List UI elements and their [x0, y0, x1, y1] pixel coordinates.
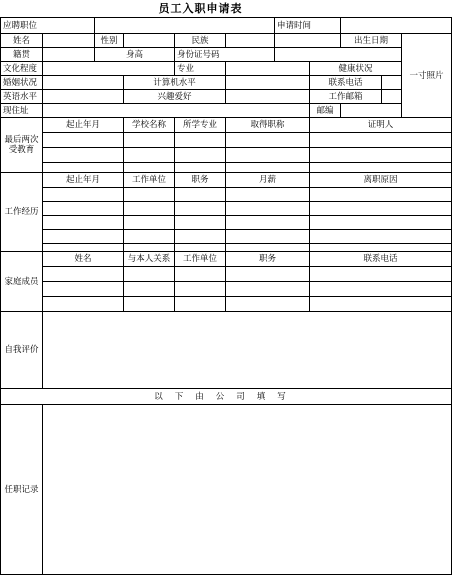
education-level-field[interactable] [43, 62, 175, 76]
address-field[interactable] [43, 104, 310, 118]
work-cell[interactable] [226, 202, 310, 216]
work-header-period: 起止年月 [43, 173, 124, 188]
work-cell[interactable] [226, 188, 310, 202]
self-eval-label: 自我评价 [1, 312, 43, 389]
work-cell[interactable] [175, 216, 226, 230]
work-cell[interactable] [124, 244, 175, 252]
work-header-company: 工作单位 [124, 173, 175, 188]
work-cell[interactable] [310, 188, 452, 202]
work-cell[interactable] [124, 188, 175, 202]
health-label: 健康状况 [310, 62, 402, 76]
native-place-label: 籍贯 [1, 48, 43, 62]
education-section-label: 最后两次受教育 [1, 118, 43, 173]
education-cell[interactable] [226, 148, 310, 163]
address-label: 现住址 [1, 104, 43, 118]
postcode-field[interactable] [341, 104, 402, 118]
work-header-leave-reason: 离职原因 [310, 173, 452, 188]
birth-date-field[interactable] [275, 34, 341, 48]
english-level-field[interactable] [43, 90, 124, 104]
education-cell[interactable] [43, 148, 124, 163]
family-cell[interactable] [124, 267, 175, 282]
work-cell[interactable] [175, 230, 226, 244]
major-label: 专业 [175, 62, 226, 76]
marital-status-label: 婚姻状况 [1, 76, 43, 90]
hobbies-label: 兴趣爱好 [124, 90, 226, 104]
work-cell[interactable] [43, 230, 124, 244]
work-cell[interactable] [43, 244, 124, 252]
family-cell[interactable] [124, 282, 175, 297]
work-cell[interactable] [226, 230, 310, 244]
id-number-label: 身份证号码 [175, 48, 275, 62]
family-header-name: 姓名 [43, 252, 124, 267]
work-cell[interactable] [226, 244, 310, 252]
family-cell[interactable] [43, 267, 124, 282]
family-cell[interactable] [310, 297, 452, 312]
work-cell[interactable] [175, 244, 226, 252]
company-notice: 以下由公司填写 [1, 389, 452, 405]
apply-date-field[interactable] [341, 18, 452, 34]
education-cell[interactable] [226, 163, 310, 173]
email-field[interactable] [382, 90, 402, 104]
id-number-field[interactable] [275, 48, 402, 62]
family-header-position: 职务 [226, 252, 310, 267]
work-cell[interactable] [310, 216, 452, 230]
education-header-school: 学校名称 [124, 118, 175, 133]
family-header-relation: 与本人关系 [124, 252, 175, 267]
work-cell[interactable] [310, 202, 452, 216]
ethnicity-label: 民族 [175, 34, 226, 48]
family-cell[interactable] [310, 267, 452, 282]
education-cell[interactable] [175, 148, 226, 163]
computer-level-field[interactable] [226, 76, 310, 90]
work-cell[interactable] [175, 188, 226, 202]
education-cell[interactable] [310, 163, 452, 173]
form-title: 员工入职申请表 [158, 2, 243, 15]
education-cell[interactable] [43, 163, 124, 173]
self-eval-field[interactable] [43, 312, 452, 389]
position-label: 应聘职位 [1, 18, 95, 34]
major-field[interactable] [226, 62, 310, 76]
education-cell[interactable] [310, 133, 452, 148]
education-cell[interactable] [310, 148, 452, 163]
family-section-label: 家庭成员 [1, 252, 43, 312]
family-header-phone: 联系电话 [310, 252, 452, 267]
family-header-company: 工作单位 [175, 252, 226, 267]
education-header-major: 所学专业 [175, 118, 226, 133]
work-cell[interactable] [43, 216, 124, 230]
record-label: 任职记录 [1, 405, 43, 575]
gender-label: 性别 [95, 34, 124, 48]
work-header-position: 职务 [175, 173, 226, 188]
english-level-label: 英语水平 [1, 90, 43, 104]
work-cell[interactable] [226, 216, 310, 230]
family-cell[interactable] [43, 282, 124, 297]
native-place-field[interactable] [43, 48, 95, 62]
education-cell[interactable] [175, 133, 226, 148]
education-cell[interactable] [175, 163, 226, 173]
work-section-label: 工作经历 [1, 173, 43, 252]
work-header-salary: 月薪 [226, 173, 310, 188]
height-label: 身高 [95, 48, 175, 62]
hobbies-field[interactable] [226, 90, 310, 104]
application-table [0, 17, 452, 575]
work-cell[interactable] [43, 188, 124, 202]
education-cell[interactable] [124, 148, 175, 163]
family-cell[interactable] [226, 282, 310, 297]
photo-box[interactable]: 一寸照片 [402, 34, 452, 118]
education-header-title: 取得职称 [226, 118, 310, 133]
family-cell[interactable] [226, 297, 310, 312]
gender-field[interactable] [124, 34, 175, 48]
family-cell[interactable] [175, 282, 226, 297]
birth-date-label: 出生日期 [341, 34, 402, 48]
phone-label: 联系电话 [310, 76, 382, 90]
family-cell[interactable] [124, 297, 175, 312]
work-cell[interactable] [310, 244, 452, 252]
name-field[interactable] [43, 34, 95, 48]
family-cell[interactable] [310, 282, 452, 297]
work-cell[interactable] [124, 202, 175, 216]
work-cell[interactable] [124, 216, 175, 230]
postcode-label: 邮编 [310, 104, 341, 118]
education-cell[interactable] [43, 133, 124, 148]
work-cell[interactable] [175, 202, 226, 216]
apply-date-label: 申请时间 [275, 18, 341, 34]
education-cell[interactable] [226, 133, 310, 148]
education-cell[interactable] [124, 163, 175, 173]
family-cell[interactable] [175, 267, 226, 282]
education-header-period: 起止年月 [43, 118, 124, 133]
work-cell[interactable] [124, 230, 175, 244]
work-cell[interactable] [310, 230, 452, 244]
marital-status-field[interactable] [43, 76, 124, 90]
computer-level-label: 计算机水平 [124, 76, 226, 90]
ethnicity-field[interactable] [226, 34, 275, 48]
family-cell[interactable] [175, 297, 226, 312]
position-field[interactable] [95, 18, 275, 34]
email-label: 工作邮箱 [310, 90, 382, 104]
work-cell[interactable] [43, 202, 124, 216]
family-cell[interactable] [226, 267, 310, 282]
education-cell[interactable] [124, 133, 175, 148]
education-header-reference: 证明人 [310, 118, 452, 133]
name-label: 姓名 [1, 34, 43, 48]
phone-field[interactable] [382, 76, 402, 90]
record-field[interactable] [43, 405, 452, 575]
education-level-label: 文化程度 [1, 62, 43, 76]
family-cell[interactable] [43, 297, 124, 312]
